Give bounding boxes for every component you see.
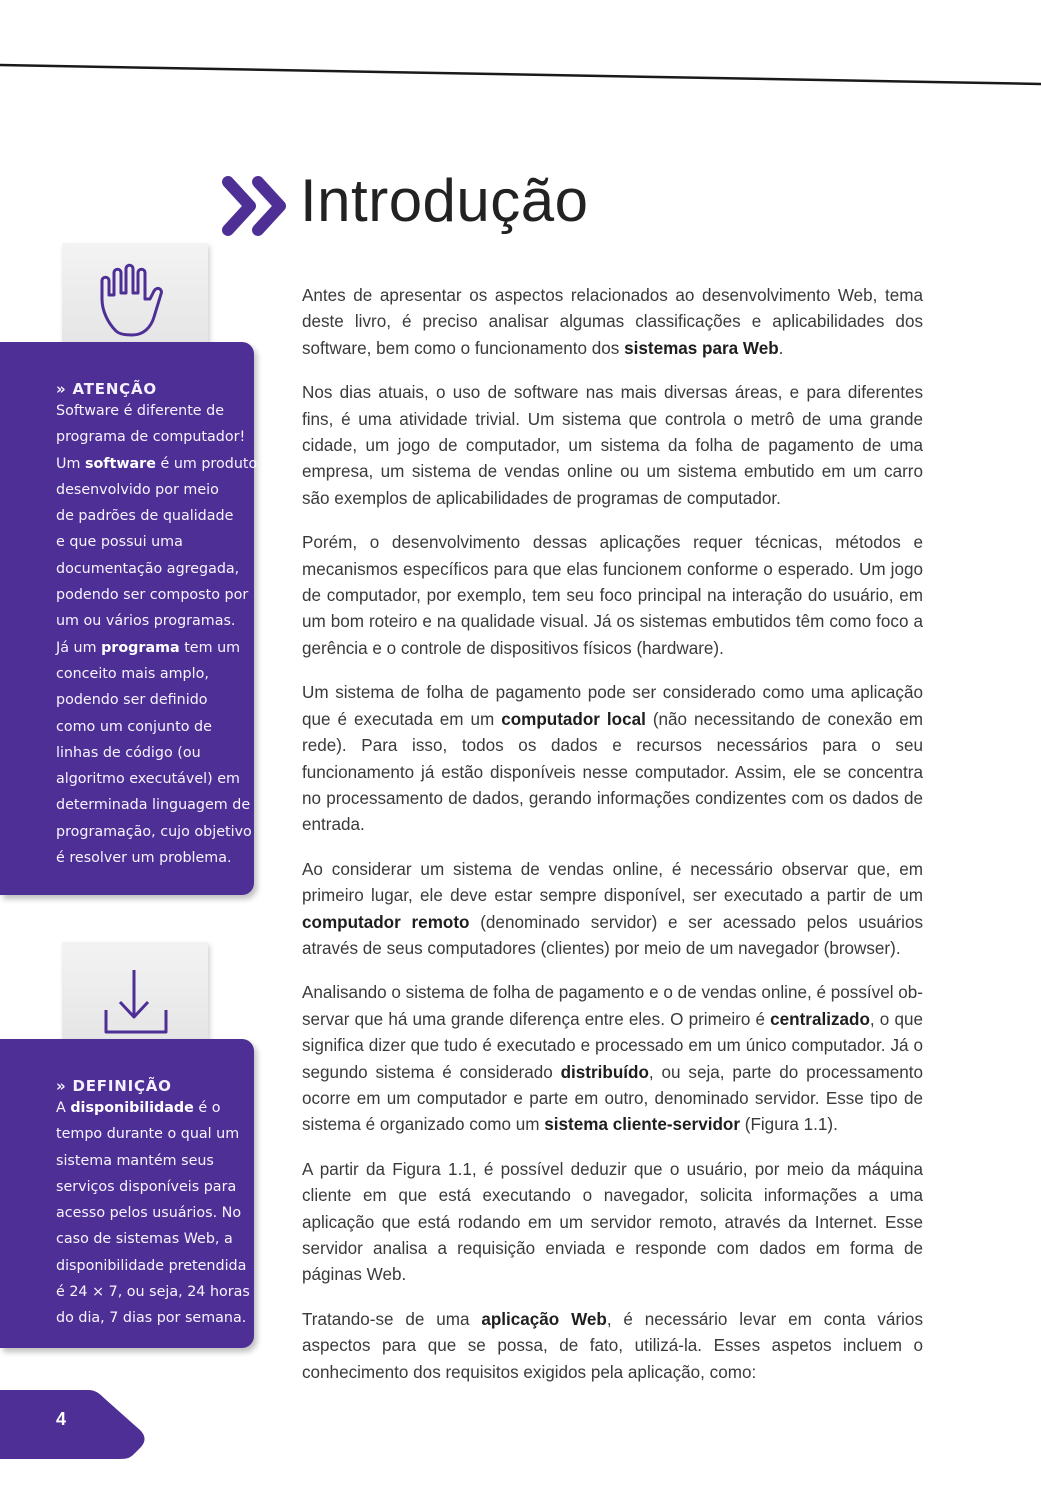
box-line — [56, 582, 254, 608]
box-line — [56, 635, 254, 661]
text-run: tem um — [179, 639, 241, 656]
text-run: Um — [56, 455, 85, 472]
text-run: determinada linguagem de — [56, 797, 251, 814]
text-run: de padrões de qualidade — [56, 508, 234, 525]
bold-term: sistemas para Web — [624, 338, 779, 358]
bold-term: programa — [101, 639, 180, 656]
attention-label: » ATENÇÃO — [56, 380, 157, 398]
paragraph-7 — [302, 1157, 923, 1289]
box-line — [56, 766, 254, 792]
box-line — [56, 1095, 254, 1121]
box-line — [56, 477, 254, 503]
chevron-right-icon: » — [56, 380, 67, 398]
text-run: linhas de código (ou — [56, 744, 201, 761]
box-line — [56, 1279, 254, 1305]
page-number: 4 — [56, 1409, 67, 1429]
text-run: é resolver um problema. — [56, 850, 232, 867]
top-rule — [0, 0, 1041, 90]
text-run: , é necessário levar em conta vários aspectos para que se possa, de fato, utilizá-la. Esses aspetos incluem o conhecimento dos requisitos exigidos pela aplicação, como: — [302, 1309, 923, 1382]
box-line — [56, 1305, 254, 1331]
text-run: e que possui uma — [56, 534, 183, 551]
definition-label: » DEFINIÇÃO — [56, 1077, 172, 1095]
box-line — [56, 661, 254, 687]
box-line — [56, 1200, 254, 1226]
bold-term: disponibilidade — [70, 1100, 194, 1116]
text-run: é o — [193, 1100, 221, 1116]
box-line — [56, 1253, 254, 1279]
box-line — [56, 503, 254, 529]
box-line — [56, 1226, 254, 1252]
bold-term: computador remoto — [302, 912, 470, 932]
text-run: do dia, 7 dias por semana. — [56, 1310, 247, 1327]
title-chevron-icon — [222, 176, 292, 236]
box-line — [56, 845, 254, 871]
definition-box — [0, 1039, 254, 1348]
text-run: caso de sistemas Web, a — [56, 1231, 233, 1248]
text-run: Porém, o desenvolvimento dessas aplicações requer técnicas, métodos e mecanismos específicos para que elas funcionem conforme o esperado. Um jogo de computador, por exemplo, tem seu foco principal na interação do usuário, em um bom roteiro e na qualidade visual. Já os sistemas embutidos têm como foco a gerência e o controle de dispositivos físicos (hardware). — [302, 533, 923, 658]
bold-term: aplicação Web — [481, 1309, 607, 1329]
text-run: documentação agregada, — [56, 560, 240, 577]
box-line — [56, 556, 254, 582]
box-line — [56, 819, 254, 845]
body-text — [302, 283, 923, 1404]
text-run: disponibilidade pretendida — [56, 1257, 247, 1274]
bold-term: software — [84, 455, 156, 472]
text-run: podendo ser definido — [56, 692, 208, 709]
text-run: algoritmo executável) em — [56, 771, 240, 788]
paragraph-1 — [302, 283, 923, 362]
paragraph-8 — [302, 1307, 923, 1386]
text-run: Tratando-se de uma — [302, 1309, 482, 1329]
text-run: é 24 × 7, ou seja, 24 horas — [56, 1284, 250, 1301]
text-run: , o que significa dizer que tudo é executado e processado em um único computador. Já o segundo sistema é considerado — [302, 1009, 923, 1082]
text-run: Antes de apresentar os aspectos relacionados ao desenvolvimento Web, tema deste livro, é preciso analisar algumas classificações e aplicabilidades dos software, bem como o funcionamento dos — [302, 286, 923, 358]
text-run: Um sistema de folha de pagamento pode ser considerado como uma aplicação que é executada em um — [302, 683, 923, 729]
paragraph-4 — [302, 680, 923, 838]
text-run: (não necessitando de conexão em rede). Para isso, todos os dados e recursos necessários para o seu funcionamento já estão disponíveis nesse computador. Assim, ele se concentra no processamento de dados, gerando informações condizentes com os dados de entrada. — [302, 709, 923, 835]
definition-text — [56, 1095, 254, 1332]
bold-term: distribuído — [560, 1062, 649, 1082]
box-line — [56, 608, 254, 634]
text-run: é um produto — [155, 455, 258, 472]
text-run: . — [778, 338, 784, 358]
page-number-tab — [0, 1384, 150, 1459]
box-line — [56, 398, 254, 424]
text-run: desenvolvido por meio — [56, 481, 219, 498]
page-title: Introdução — [300, 167, 589, 234]
box-line — [56, 740, 254, 766]
text-run: podendo ser composto por — [56, 587, 249, 604]
text-run: Analisando o sistema de folha de pagamento e o de vendas online, é possível observar que há uma grande diferença entre eles. O primeiro é — [302, 983, 923, 1029]
bold-term: sistema cliente-servidor — [544, 1115, 740, 1135]
text-run: serviços disponíveis para — [56, 1178, 237, 1195]
text-run: Software é diferente de — [56, 403, 225, 419]
box-line — [56, 687, 254, 713]
box-line — [56, 529, 254, 555]
paragraph-3 — [302, 530, 923, 662]
chevron-right-icon: » — [56, 1077, 67, 1095]
bold-term: computador local — [501, 709, 646, 729]
box-line — [56, 1174, 254, 1200]
text-run: acesso pelos usuários. No — [56, 1205, 242, 1222]
text-run: programa de computador! — [56, 429, 246, 446]
text-run: como um conjunto de — [56, 718, 212, 735]
paragraph-5 — [302, 857, 923, 963]
attention-text — [56, 398, 258, 871]
text-run: um ou vários programas. — [56, 613, 236, 630]
text-run: Nos dias atuais, o uso de software nas mais diversas áreas, e para diferentes fins, é uma atividade trivial. Um sistema que controla o metrô de uma grande cidade, um jogo de computador, um sistema da folha de pagamento de uma empresa, um sistema de vendas online ou um sistema embutido em um carro são exemplos de aplicabilidades de programas de computador. — [302, 383, 923, 508]
text-run: Já um — [56, 639, 102, 656]
text-run: sistema mantém seus — [56, 1152, 214, 1169]
paragraph-2 — [302, 380, 923, 512]
text-run: (denominado servidor) e ser acessado pelos usuários através de seus computadores (clientes) por meio de um navegador (browser). — [302, 912, 923, 958]
box-line — [56, 451, 258, 477]
text-run: , ou seja, parte do processamento ocorre em um computador e parte em outro, denominado servidor. Esse tipo de sistema é organizado como um — [302, 1062, 923, 1135]
text-run: conceito mais amplo, — [56, 665, 209, 682]
text-run: Ao considerar um sistema de vendas online, é necessário observar que, em primeiro lugar, ele deve estar sempre disponível, ser executado a partir de um — [302, 859, 923, 906]
text-run: A — [56, 1100, 71, 1116]
box-line — [56, 424, 254, 450]
box-line — [56, 1121, 254, 1147]
box-line — [56, 792, 254, 818]
paragraph-6 — [302, 980, 923, 1138]
text-run: tempo durante o qual um — [56, 1126, 240, 1143]
bold-term: centralizado — [770, 1009, 870, 1029]
box-line — [56, 714, 254, 740]
attention-box — [0, 342, 258, 895]
text-run: A partir da Figura 1.1, é possível deduzir que o usuário, por meio da máquina cliente em que está executando o navegador, solicita informações a uma aplicação que está rodando em um servidor remoto, através da Internet. Esse servidor analisa a requisição enviada e responde com dados em forma de páginas Web. — [302, 1159, 923, 1285]
text-run: programação, cujo objetivo — [56, 823, 252, 840]
box-line — [56, 1148, 254, 1174]
text-run: (Figura 1.1). — [740, 1115, 838, 1135]
